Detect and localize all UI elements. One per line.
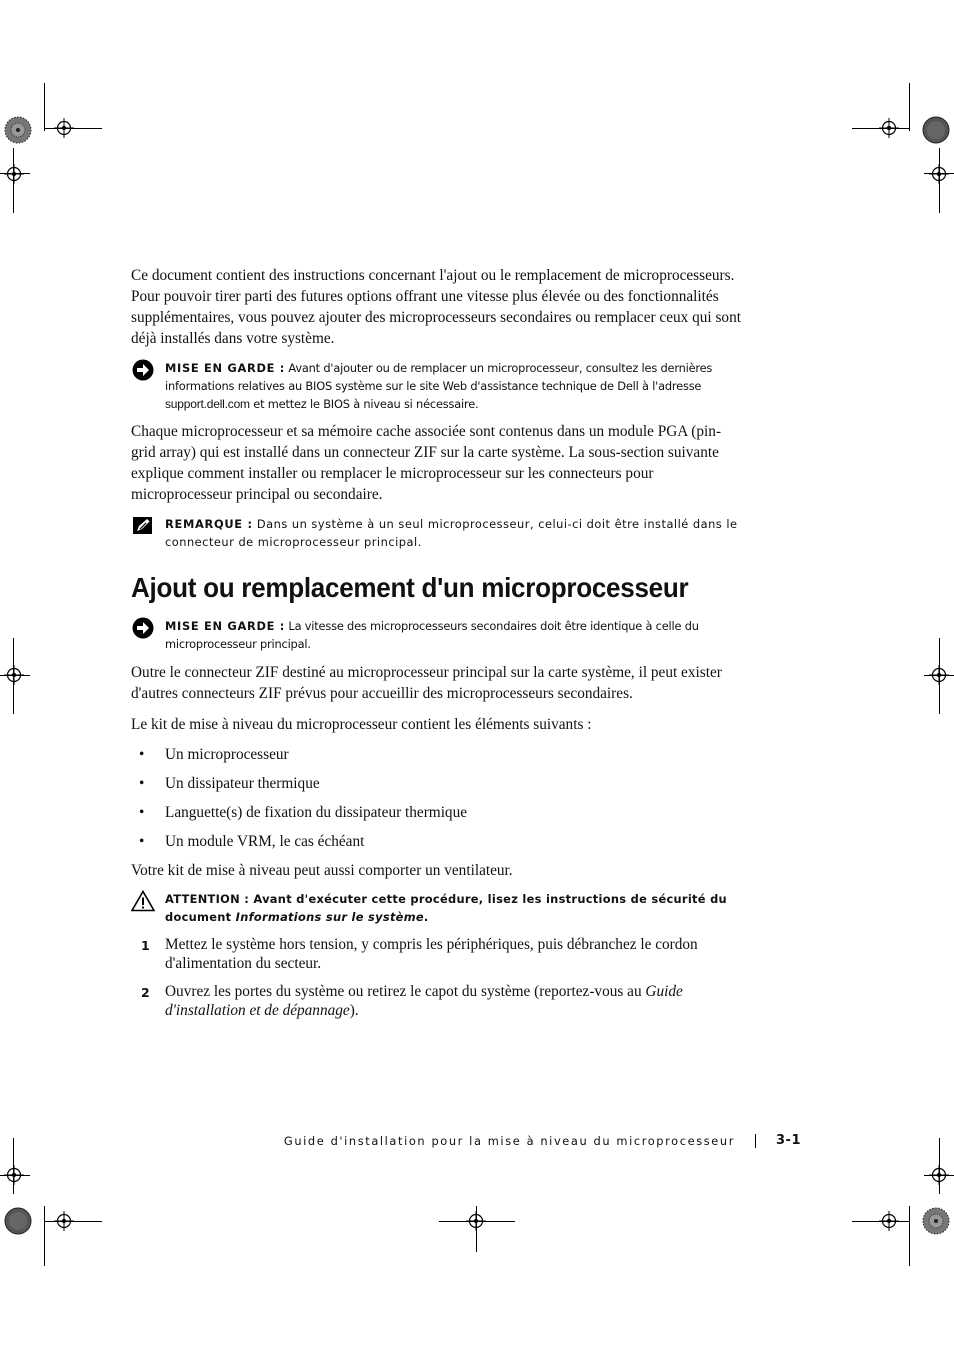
bullet-icon: • [139,746,145,763]
kit-intro: Le kit de mise à niveau du microprocesseur contient les éléments suivants : [131,716,592,733]
registration-target-icon [879,1211,899,1231]
step-text: Ouvrez les portes du système ou retirez le capot du système (reportez-vous au [165,983,642,1000]
step-item [131,982,741,1020]
step-number: 1 [141,938,150,953]
list-item [131,744,741,773]
steps-list [131,935,741,1029]
registration-target-icon [466,1211,486,1231]
attention-notice [131,890,741,926]
attention-doc-title: Informations sur le système [235,910,424,924]
step-guide-title: Guide d'installation et de dépannage [165,983,683,1019]
registration-target-icon [929,164,949,184]
registration-target-icon [929,665,949,685]
step-item [131,935,741,973]
footer-divider [755,1134,756,1148]
list-item-text: Un microprocesseur [165,746,289,763]
support-link[interactable]: support.dell.com [165,397,250,411]
section-title: Ajout ou remplacement d'un microprocesseur [131,572,689,603]
notice-arrow-icon [131,359,155,381]
registration-target-icon [929,1165,949,1185]
registration-target-icon [54,1211,74,1231]
registration-target-icon [54,118,74,138]
step-text-end: ). [349,1002,359,1019]
page-number: 3-1 [776,1133,801,1148]
footer-title: Guide d'installation pour la mise à niveau du microprocesseur [283,1133,735,1148]
registration-target-icon [4,665,24,685]
notice-bios [131,359,741,413]
crop-line [44,83,45,131]
notice-label: MISE EN GARDE : [165,361,285,375]
page-footer [284,1133,801,1148]
color-bar-rosette-icon [922,116,950,144]
notice-arrow-icon [131,617,155,639]
notice-label: MISE EN GARDE : [165,619,285,633]
list-item-text: Un module VRM, le cas échéant [165,833,365,850]
registration-target-icon [879,118,899,138]
note-pencil-icon [131,515,155,537]
crop-line [44,1206,45,1266]
kit-items-list [131,744,741,860]
pga-paragraph: Chaque microprocesseur et sa mémoire cache associée sont contenus dans un module PGA (pin-grid array) qui est installé dans un connecteur ZIF sur la carte système. La sous-section suivante explique comment installer ou remplacer le microprocesseur sur les connecteurs pour microprocesseur principal ou secondaire. [131,423,722,503]
list-item [131,831,741,860]
list-item-text: Languette(s) de fixation du dissipateur thermique [165,804,468,821]
list-item [131,773,741,802]
color-bar-rosette-icon [922,1207,950,1235]
bullet-icon: • [139,775,145,792]
step-text: Mettez le système hors tension, y compris les périphériques, puis débranchez le cordon d'alimentation du secteur. [165,936,698,972]
list-item-text: Un dissipateur thermique [165,775,320,792]
warning-triangle-icon [131,890,155,912]
registration-target-icon [4,1165,24,1185]
color-bar-rosette-icon [4,1207,32,1235]
crop-line [909,83,910,131]
note-text: Dans un système à un seul microprocesseur, celui-ci doit être installé dans le connecteur de microprocesseur principal. [165,517,738,549]
notice-text: La vitesse des microprocesseurs secondaires doit être identique à celle du microprocesseur principal. [165,619,699,651]
intro-paragraph: Ce document contient des instructions concernant l'ajout ou le remplacement de microprocesseurs. Pour pouvoir tirer parti des futures options offrant une vitesse plus élevée ou des fonctionnalités supplémentaires, vous pouvez ajouter des microprocesseurs secondaires ou remplacer ceux qui sont déjà installés dans votre système. [131,267,741,347]
list-item [131,802,741,831]
note-single-processor [131,515,741,551]
notice-text: Avant d'ajouter ou de remplacer un microprocesseur, consultez les dernières informations relatives au BIOS système sur le site Web d'assistance technique de Dell à l'adresse [165,361,713,393]
note-label: REMARQUE : [165,517,253,531]
kit-fan-paragraph: Votre kit de mise à niveau peut aussi comporter un ventilateur. [131,862,513,879]
notice-text-end: et mettez le BIOS à niveau si nécessaire. [253,397,479,411]
attention-label: ATTENTION : [165,892,250,906]
bullet-icon: • [139,833,145,850]
crop-line [909,1206,910,1266]
attention-text: Avant d'exécuter cette procédure, lisez les instructions de sécurité du document [165,892,727,924]
bullet-icon: • [139,804,145,821]
step-number: 2 [141,985,150,1000]
notice-speed [131,617,741,653]
attention-end: . [423,910,429,924]
registration-target-icon [4,164,24,184]
color-bar-rosette-icon [4,116,32,144]
zif-paragraph: Outre le connecteur ZIF destiné au microprocesseur principal sur la carte système, il peut exister d'autres connecteurs ZIF prévus pour accueillir des microprocesseurs secondaires. [131,664,722,702]
